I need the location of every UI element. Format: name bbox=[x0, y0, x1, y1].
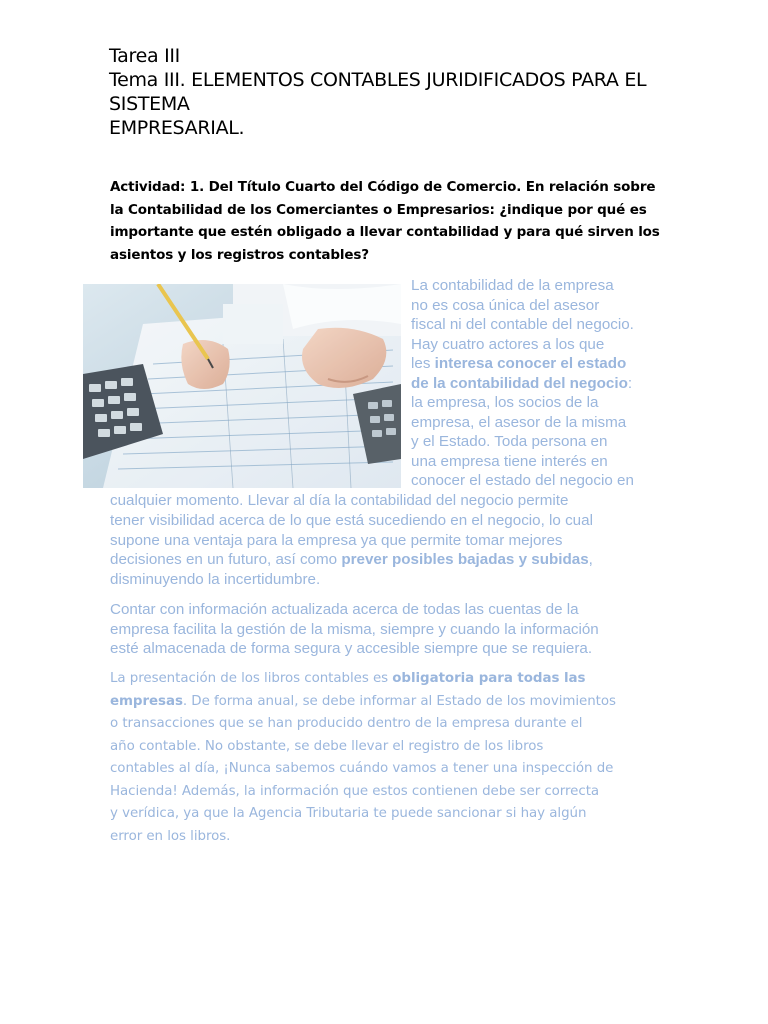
emphasis-text: prever posibles bajadas y subidas bbox=[341, 551, 589, 568]
paragraph-mandatory-books bbox=[110, 668, 670, 848]
text-line: supone una ventaja para la empresa ya que permite tomar mejores bbox=[110, 531, 563, 549]
title-line: SISTEMA bbox=[109, 93, 190, 115]
text-line: empresa, el asesor de la misma bbox=[411, 413, 627, 431]
text-line: Contar con información actualizada acerca de todas las cuentas de la bbox=[110, 601, 579, 618]
text-line: tener visibilidad acerca de lo que está sucediendo en el negocio, lo cual bbox=[110, 512, 593, 529]
text-segment: , bbox=[588, 551, 593, 568]
title-line: Tarea III bbox=[109, 45, 180, 67]
text-line: Hay cuatro actores a los que bbox=[411, 335, 605, 353]
text-line: cualquier momento. Llevar al día la contabilidad del negocio permite bbox=[110, 492, 569, 509]
text-line: año contable. No obstante, se debe llevar el registro de los libros bbox=[110, 738, 544, 754]
activity-line: Actividad: 1. Del Título Cuarto del Código de Comercio. En relación sobre bbox=[110, 179, 656, 195]
text-line: y verídica, ya que la Agencia Tributaria te puede sancionar si hay algún bbox=[110, 806, 587, 821]
text-line: Hacienda! Además, la información que estos contienen debe ser correcta bbox=[110, 783, 600, 799]
title-line: Tema III. ELEMENTOS CONTABLES JURIDIFICADOS PARA EL bbox=[109, 69, 647, 91]
text-line: La contabilidad de la empresa bbox=[411, 277, 614, 294]
activity-line: la Contabilidad de los Comerciantes o Empresarios: ¿indique por qué es bbox=[110, 201, 647, 218]
text-line: y el Estado. Toda persona en bbox=[411, 433, 608, 450]
text-segment: . De forma anual, se debe informar al Estado de los movimientos bbox=[182, 693, 616, 709]
text-segment: : bbox=[627, 374, 633, 392]
text-line: contables al día, ¡Nunca sabemos cuándo vamos a tener una inspección de bbox=[110, 761, 614, 776]
text-line: esté almacenada de forma segura y accesible siempre que se requiera. bbox=[110, 640, 593, 658]
text-line bbox=[411, 374, 632, 394]
emphasis-text: de la contabilidad del negocio bbox=[411, 374, 628, 392]
text-line bbox=[411, 354, 626, 374]
activity-line: asientos y los registros contables? bbox=[110, 246, 369, 263]
text-segment: les bbox=[411, 355, 435, 372]
text-line: empresa facilita la gestión de la misma, siempre y cuando la información bbox=[110, 620, 599, 638]
paragraph-updated-information bbox=[110, 600, 670, 659]
text-line: no es cosa única del asesor bbox=[411, 296, 600, 314]
text-line: la empresa, los socios de la bbox=[411, 394, 599, 411]
emphasis-text: empresas bbox=[110, 693, 183, 709]
text-line: error en los libros. bbox=[110, 828, 231, 844]
text-segment: decisiones en un futuro, así como bbox=[110, 551, 342, 568]
text-line bbox=[110, 550, 593, 570]
text-segment: La presentación de los libros contables es bbox=[110, 671, 393, 686]
emphasis-text: interesa conocer el estado bbox=[434, 355, 627, 372]
text-line bbox=[110, 668, 670, 691]
title-line: EMPRESARIAL. bbox=[109, 117, 245, 139]
text-line: o transacciones que se han producido dentro de la empresa durante el bbox=[110, 716, 583, 731]
text-line bbox=[110, 691, 670, 714]
emphasis-text: obligatoria para todas las bbox=[392, 671, 586, 686]
text-line: disminuyendo la incertidumbre. bbox=[110, 570, 321, 588]
text-line: conocer el estado del negocio en bbox=[411, 472, 634, 489]
text-line: una empresa tiene interés en bbox=[411, 452, 608, 470]
text-line: fiscal ni del contable del negocio. bbox=[411, 316, 634, 333]
activity-line: importante que estén obligado a llevar contabilidad y para qué sirven los bbox=[110, 224, 660, 240]
